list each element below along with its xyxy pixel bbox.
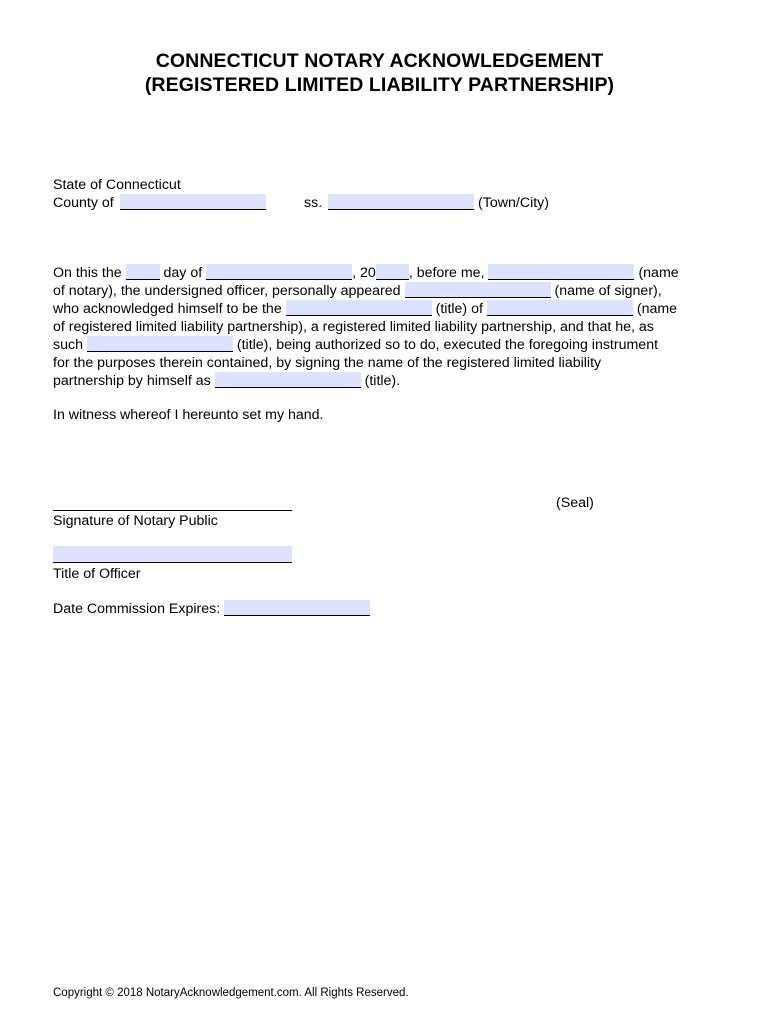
county-field[interactable] — [120, 194, 266, 210]
body-text: (title), being authorized so to do, executed the foregoing instrument — [236, 337, 659, 353]
body-text: (name of signer), — [554, 283, 662, 299]
body-text: partnership by himself as — [53, 373, 211, 389]
such-title-field[interactable] — [87, 336, 233, 352]
notary-name-field[interactable] — [488, 264, 634, 280]
commission-label: Date Commission Expires: — [53, 601, 221, 617]
body-text: of notary), the undersigned officer, personally appeared — [53, 283, 401, 299]
witness-line: In witness whereof I hereunto set my hand. — [53, 407, 324, 423]
copyright-footer: Copyright © 2018 NotaryAcknowledgement.com. All Rights Reserved. — [53, 987, 409, 999]
notary-signature-line[interactable] — [53, 497, 292, 511]
ss-line — [304, 194, 549, 212]
commission-date-field[interactable] — [224, 600, 370, 616]
body-line-4: of registered limited liability partnership), a registered limited liability partnership, and that he, as — [53, 319, 654, 335]
himself-title-field[interactable] — [215, 372, 361, 388]
body-line-2 — [53, 282, 662, 300]
body-line-7 — [53, 372, 400, 390]
body-text: (name — [636, 301, 678, 317]
town-city-field[interactable] — [328, 194, 474, 210]
month-field[interactable] — [206, 264, 352, 280]
title-line-2: (REGISTERED LIMITED LIABILITY PARTNERSHIP) — [144, 74, 615, 96]
body-text: day of — [163, 265, 203, 281]
body-line-1 — [53, 264, 679, 282]
ss-label: ss. — [304, 195, 323, 211]
day-field[interactable] — [126, 264, 160, 280]
partnership-name-field[interactable] — [487, 300, 633, 316]
body-line-5 — [53, 336, 658, 354]
body-text: such — [53, 337, 83, 353]
officer-title-label: Title of Officer — [53, 566, 141, 582]
body-line-6: for the purposes therein contained, by signing the name of the registered limited liability — [53, 355, 602, 371]
body-text: who acknowledged himself to be the — [53, 301, 282, 317]
body-text: (title) of — [435, 301, 483, 317]
signer-title-field[interactable] — [286, 300, 432, 316]
body-line-3 — [53, 300, 677, 318]
body-text: , 20 — [352, 265, 376, 281]
town-city-label: (Town/City) — [478, 195, 549, 211]
body-text: (title). — [364, 373, 401, 389]
notary-signature-label: Signature of Notary Public — [53, 513, 218, 529]
commission-line — [53, 600, 370, 618]
officer-title-field[interactable] — [53, 546, 292, 563]
year-field[interactable] — [376, 264, 409, 280]
signer-name-field[interactable] — [405, 282, 551, 298]
county-line — [53, 194, 266, 212]
document-title — [0, 49, 759, 97]
body-text: (name — [638, 265, 679, 281]
body-text: On this the — [53, 265, 122, 281]
county-label: County of — [53, 195, 114, 211]
title-line-1: CONNECTICUT NOTARY ACKNOWLEDGEMENT — [155, 50, 604, 72]
seal-label: (Seal) — [556, 495, 594, 511]
state-line: State of Connecticut — [53, 177, 181, 193]
body-text: , before me, — [408, 265, 485, 281]
